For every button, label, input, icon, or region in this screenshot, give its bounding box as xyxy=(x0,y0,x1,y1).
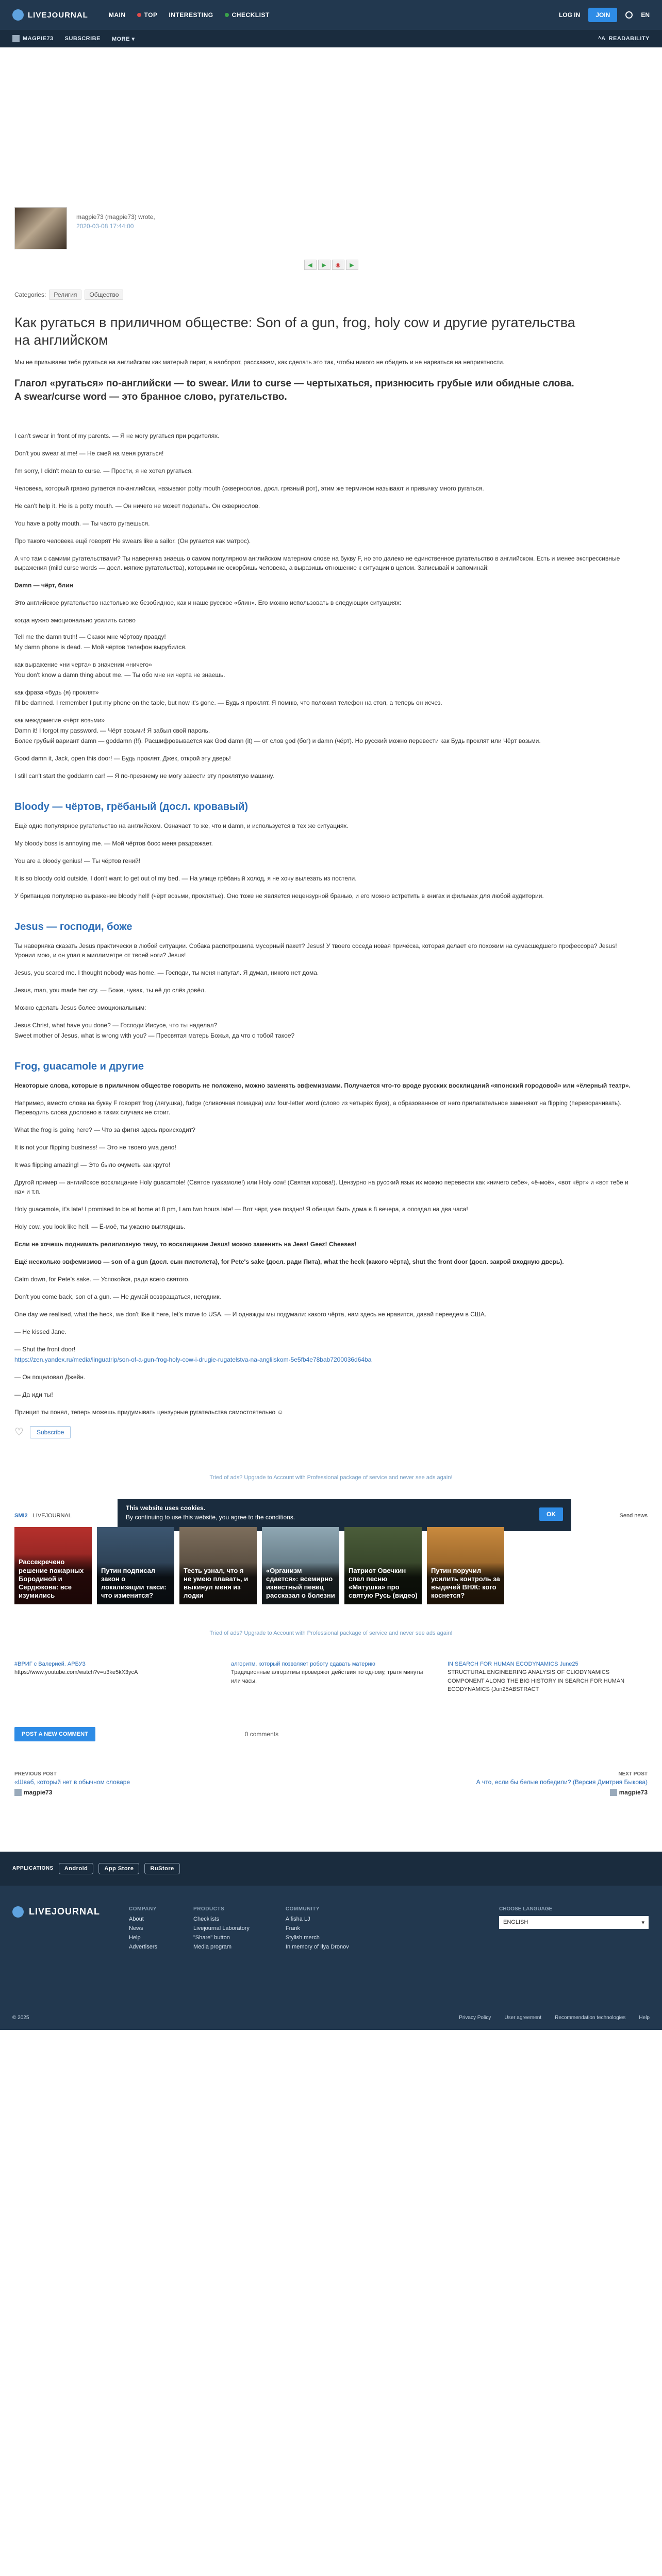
paragraph: Holy guacamole, it's late! I promised to be at home at 8 pm, I am two hours late! — Вот чёрт, уже поздно! Я обещал быть дома в 8 вечера, а опоздал на два часа! xyxy=(14,1205,468,1213)
footer-link[interactable]: Stylish merch xyxy=(285,1934,320,1941)
recommendation-tech-link[interactable]: Recommendation technologies xyxy=(555,2014,626,2021)
paragraph: Sweet mother of Jesus, what is wrong with you? — Пресвятая матерь Божья, да что с тобой такое? xyxy=(14,1031,295,1039)
app-store-badge[interactable]: App Store xyxy=(98,1863,139,1874)
news-tab-smi2[interactable]: SMI2 xyxy=(14,1512,28,1519)
stop-icon[interactable]: ◉ xyxy=(332,260,344,270)
paragraph: What the frog is going here? — Что за фигня здесь происходит? xyxy=(14,1126,195,1133)
journal-subbar xyxy=(0,30,662,47)
news-card[interactable]: Рассекречено решение пожарных Бородиной и Сердюкова: все изумились xyxy=(14,1527,92,1604)
comments-count: 0 comments xyxy=(244,1730,279,1738)
nav-main[interactable]: MAIN xyxy=(108,11,126,19)
paragraph: It is so bloody cold outside, I don't want to get out of my bed. — На улице грёбаный холод, я не хочу вылезать из постели. xyxy=(14,874,357,882)
post-header xyxy=(14,207,648,249)
userpic[interactable] xyxy=(14,207,67,249)
paragraph: — Да иди ты! xyxy=(14,1391,53,1398)
paragraph: Про такого человека ещё говорят He swears like a sailor. (Он ругается как матрос). xyxy=(14,537,251,545)
login-link[interactable]: LOG IN xyxy=(558,11,581,19)
paragraph: как фраза «будь (я) проклят» xyxy=(14,688,99,696)
news-carousel xyxy=(14,1527,648,1604)
paragraph: Если не хочешь поднимать религиозную тему, то восклицание Jesus! можно заменить на Jees! Geez! Cheeses! xyxy=(14,1240,357,1248)
paragraph: It is not your flipping business! — Это не твоего ума дело! xyxy=(14,1143,176,1151)
footer-col-products: PRODUCTS Checklists Livejournal Laboratory "Share" button Media program xyxy=(193,1906,250,1950)
category-tag[interactable]: Общество xyxy=(85,290,123,300)
android-badge[interactable]: Android xyxy=(59,1863,94,1874)
paragraph: Некоторые слова, которые в приличном обществе говорить не положено, можно заменять эвфемизмами. Получается что-то вроде русских восклицаний «японский городовой» или «ёлерный театр». xyxy=(14,1081,631,1089)
text-size-icon: ᴬA xyxy=(598,36,606,42)
post-lead: Мы не призываем тебя ругаться на английском как матерый пират, а наоборот, расскажем, как сделать это так, чтобы никого не обидеть и не нарваться на неприятности. xyxy=(14,358,505,366)
main-nav xyxy=(109,11,270,19)
ads-upgrade-notice[interactable]: Tried of ads? Upgrade to Account with Professional package of service and never see ads again! xyxy=(209,1474,453,1481)
news-card[interactable]: Путин подписал закон о локализации такси: что изменится? xyxy=(97,1527,174,1604)
source-link[interactable]: https://zen.yandex.ru/media/linguatrip/son-of-a-gun-frog-holy-cow-i-drugie-rugatelstva-na-angliiskom-5e5fb4e78bab7200036d64ba xyxy=(14,1355,372,1363)
subscribe-button[interactable]: Subscribe xyxy=(30,1426,71,1438)
paragraph: Jesus, you scared me. I thought nobody was home. — Господи, ты меня напугал. Я думал, никого нет дома. xyxy=(14,969,319,976)
paragraph: Jesus, man, you made her cry. — Боже, чувак, ты её до слёз довёл. xyxy=(14,986,206,994)
top-navigation-bar xyxy=(0,0,662,30)
paragraph: Tell me the damn truth! — Скажи мне чёртову правду! xyxy=(14,633,166,640)
search-icon[interactable] xyxy=(625,11,633,19)
footer-link[interactable]: Media program xyxy=(193,1943,232,1950)
join-button[interactable]: JOIN xyxy=(588,8,617,22)
paragraph: как выражение «ни черта» в значении «ничего» xyxy=(14,660,152,668)
post-date[interactable]: 2020-03-08 17:44:00 xyxy=(76,223,134,230)
ad-space xyxy=(0,47,662,207)
footer-link[interactable]: News xyxy=(129,1925,143,1931)
footer-link[interactable]: In memory of Ilya Dronov xyxy=(285,1943,349,1950)
paragraph: Jesus Christ, what have you done? — Господи Иисусе, что ты наделал? xyxy=(14,1021,218,1029)
nav-checklist[interactable]: CHECKLIST xyxy=(225,11,270,19)
cookie-banner: This website uses cookies. By continuing to use this website, you agree to the conditions. OK xyxy=(118,1499,571,1531)
heart-icon[interactable] xyxy=(14,1428,24,1436)
paragraph: Например, вместо слова на букву F говорят frog (лягушка), fudge (сливочная помадка) или four-letter word (слово из четырёх букв), а образованное от него прилагательное заменяют на flipping (переворачивать). Переводить слова дословно в таких случаях не стоит. xyxy=(14,1099,622,1116)
paragraph: Holy cow, you look like hell. — Ё-моё, ты ужасно выглядишь. xyxy=(14,1223,186,1230)
footer-link[interactable]: Advertisers xyxy=(129,1943,158,1950)
readability-toggle[interactable]: ᴬA READABILITY xyxy=(598,36,650,42)
paragraph: Человека, который грязно ругается по-английски, называют potty mouth (сквернослов, досл. грязный рот), этим же термином называют и привычку много ругаться. xyxy=(14,484,484,492)
promo-row xyxy=(14,1660,648,1694)
footer-col-community: COMMUNITY Alfisha LJ Frank Stylish merch In memory of Ilya Dronov xyxy=(285,1906,349,1950)
paragraph: You don't know a damn thing about me. — Ты обо мне ни черта не знаешь. xyxy=(14,671,225,679)
section-heading: Frog, guacamole и другие xyxy=(14,1060,144,1072)
footer-link[interactable]: Alfisha LJ xyxy=(285,1916,310,1922)
privacy-policy-link[interactable]: Privacy Policy xyxy=(459,2014,491,2021)
nav-interesting[interactable]: INTERESTING xyxy=(169,11,213,19)
footer-link[interactable]: Help xyxy=(129,1934,141,1941)
ads-upgrade-notice[interactable]: Tried of ads? Upgrade to Account with Professional package of service and never see ads again! xyxy=(209,1630,453,1636)
journal-owner[interactable]: MAGPIE73 xyxy=(12,35,54,42)
applications-bar: APPLICATIONS Android App Store RuStore xyxy=(0,1852,662,1886)
paragraph: One day we realised, what the heck, we don't like it here, let's move to USA. — И однажды мы подумали: какого чёрта, нам здесь не нравится, давай переедем в США. xyxy=(14,1310,487,1318)
author-line[interactable]: magpie73 (magpie73) wrote, xyxy=(76,213,155,221)
more-menu[interactable]: MORE ▾ xyxy=(111,36,135,42)
promo-item[interactable]: алгоритм, который позволяет роботу сдавать материю Традиционные алгоритмы проверяют действия по одному, тратя минуты или часы. xyxy=(231,1660,423,1684)
user-icon xyxy=(610,1789,617,1796)
paragraph: Damn it! I forgot my password. — Чёрт возьми! Я забыл свой пароль. xyxy=(14,726,210,734)
chevron-down-icon: ▾ xyxy=(641,1919,644,1926)
paragraph: А что там с самими ругательствами? Ты наверняка знаешь о самом популярном английском матерном слове на букву F, но это далеко не единственное ругательство в английском. Есть и менее экспрессивные выражения (mild curse words — досл. мягкие ругательства), которыми не оскорбишь человека, а выразишь отношение к ситуации в целом. Записывай и запоминай: xyxy=(14,554,620,571)
forward-arrow-icon[interactable]: ▶ xyxy=(346,260,358,270)
footer-logo[interactable]: LIVEJOURNAL xyxy=(12,1906,650,1918)
help-link[interactable]: Help xyxy=(639,2014,650,2021)
post-actions xyxy=(14,1426,648,1438)
previous-post[interactable]: PREVIOUS POST «Шваб, который нет в обычном словаре magpie73 xyxy=(14,1771,130,1796)
copyright: © 2025 xyxy=(12,2014,29,2021)
paragraph: He can't help it. He is a potty mouth. — Он ничего не может поделать. Он сквернослов. xyxy=(14,502,260,510)
section-heading: Bloody — чёртов, грёбаный (досл. кровавый) xyxy=(14,801,249,812)
category-tag[interactable]: Религия xyxy=(49,290,81,300)
user-icon xyxy=(14,1789,22,1796)
news-card[interactable]: Тесть узнал, что я не умею плавать, и выкинул меня из лодки xyxy=(179,1527,257,1604)
paragraph: Calm down, for Pete's sake. — Успокойся, ради всего святого. xyxy=(14,1275,190,1283)
send-news-link[interactable]: Send news xyxy=(619,1512,648,1519)
prev-arrow-icon[interactable]: ◀ xyxy=(304,260,317,270)
promo-item[interactable]: #ВРИГ с Валерией. АРБУЗ https://www.youtube.com/watch?v=u3ke5kX3ycA xyxy=(14,1660,138,1676)
next-arrow-icon[interactable]: ▶ xyxy=(318,260,330,270)
flame-icon xyxy=(137,13,141,17)
paragraph: Don't you swear at me! — Не смей на меня ругаться! xyxy=(14,449,164,457)
language-switch[interactable]: EN xyxy=(641,11,650,19)
paragraph: Ещё одно популярное ругательство на английском. Означает то же, что и damn, и используется в тех же ситуациях. xyxy=(14,822,349,829)
rustore-badge[interactable]: RuStore xyxy=(144,1863,179,1874)
paragraph: как междометие «чёрт возьми» xyxy=(14,716,105,724)
paragraph: You are a bloody genius! — Ты чёртов гений! xyxy=(14,857,141,865)
paragraph: — Shut the front door! xyxy=(14,1345,76,1353)
post-nav-buttons xyxy=(14,260,648,270)
cookie-ok-button[interactable]: OK xyxy=(539,1507,563,1521)
paragraph: Это английское ругательство настолько же безобидное, как и наше русское «блин». Его можно использовать в следующих ситуациях: xyxy=(14,599,402,606)
user-icon xyxy=(12,35,20,42)
next-post[interactable]: NEXT POST А что, если бы белые победили? (Версия Дмитрия Быкова) magpie73 xyxy=(476,1771,648,1796)
livejournal-logo[interactable]: LIVEJOURNAL xyxy=(12,9,88,21)
promo-item[interactable]: IN SEARCH FOR HUMAN ECODYNAMICS June25 STRUCTURAL ENGINEERING ANALYSIS OF CLIODYNAMICS COMPONENT ALONG THE BIG HISTORY IN SEARCH FOR HUMAN ECODYNAMICS (Jun25ABSTRACT xyxy=(448,1660,625,1693)
footer-link[interactable]: About xyxy=(129,1916,144,1922)
subscribe-link[interactable]: SUBSCRIBE xyxy=(64,36,101,42)
nav-top[interactable]: TOP xyxy=(137,11,158,19)
footer-link[interactable]: Frank xyxy=(285,1925,301,1931)
news-card[interactable]: Путин поручил усилить контроль за выдачей ВНЖ: кого коснется? xyxy=(427,1527,504,1604)
paragraph: I'm sorry, I didn't mean to curse. — Прости, я не хотел ругаться. xyxy=(14,467,193,474)
paragraph: Ты наверняка сказать Jesus практически в любой ситуации. Собака распотрошила мусорный пакет? Jesus! У твоего соседа новая причёска, которая делает его похожим на сумасшедшего профессора? Jesus! Уронил мою, и он упал в миллиметре от твоей ноги? Jesus! xyxy=(14,942,617,959)
paragraph: — He kissed Jane. xyxy=(14,1328,67,1335)
paragraph: Более грубый вариант damn — goddamn (!!). Расшифровывается как God damn (it) — от слов god (бог) и damn (чёрт). Но русский можно перевести как Будь проклят или Чёрт возьми. xyxy=(14,737,541,744)
footer-link[interactable]: Livejournal Laboratory xyxy=(193,1925,250,1931)
news-tab-livejournal[interactable]: LIVEJOURNAL xyxy=(32,1512,72,1519)
post-comment-button[interactable]: POST A NEW COMMENT xyxy=(14,1727,95,1741)
news-card[interactable]: «Организм сдается»: всемирно известный певец рассказал о болезни xyxy=(262,1527,339,1604)
paragraph: Другой пример — английское восклицание Holy guacamole! (Святое гуакамоле!) или Holy cow! (Святая корова!). Цензурно на русский язык их можно перевести как «ничего себе», «ё-моё», «вот чёрт» и «вот тебе и на» и т.п. xyxy=(14,1178,628,1195)
language-select[interactable]: ENGLISH ▾ xyxy=(499,1916,649,1929)
paragraph: My damn phone is dead. — Мой чёртов телефон вырубился. xyxy=(14,643,187,651)
post-intro: Глагол «ругаться» по-английски — to swear. Или to curse — чертыхаться, признюсить грубые или обидные слова. A swear/curse word — это бранное слово, ругательство. xyxy=(14,378,574,403)
paragraph: Ещё несколько эвфемизмов — son of a gun (досл. сын пистолета), for Pete's sake (досл. ради Пита), what the heck (какого чёрта), shut the front door (досл. закрой входную дверь). xyxy=(14,1258,564,1265)
paragraph: — Он поцеловал Джейн. xyxy=(14,1373,86,1381)
footer-link[interactable]: "Share" button xyxy=(193,1934,230,1941)
news-card[interactable]: Патриот Овечкин спел песню «Матушка» про святую Русь (видео) xyxy=(344,1527,422,1604)
paragraph: Don't you come back, son of a gun. — Не думай возвращаться, негодник. xyxy=(14,1293,221,1300)
paragraph: Можно сделать Jesus более эмоциональным: xyxy=(14,1004,146,1011)
paragraph: У британцев популярно выражение bloody hell! (чёрт возьми, проклятье). Оно тоже не является нецензурной бранью, и его можно встретить в книгах и фильмах для любой аудитории. xyxy=(14,892,544,900)
language-chooser: CHOOSE LANGUAGE ENGLISH ▾ xyxy=(499,1906,649,1929)
paragraph: I still can't start the goddamn car! — Я по-прежнему не могу завести эту проклятую машину. xyxy=(14,772,274,779)
footer-link[interactable]: Checklists xyxy=(193,1916,220,1922)
paragraph: Принцип ты понял, теперь можешь придумывать цензурные ругательства самостоятельно ☺ xyxy=(14,1408,284,1416)
paragraph: I can't swear in front of my parents. — Я не могу ругаться при родителях. xyxy=(14,432,220,439)
paragraph: You have a potty mouth. — Ты часто ругаешься. xyxy=(14,519,150,527)
footer-col-company: COMPANY About News Help Advertisers xyxy=(129,1906,158,1950)
post-title: Как ругаться в приличном обществе: Son of a gun, frog, holy cow и другие ругательства на английском xyxy=(14,315,575,348)
paragraph: когда нужно эмоционально усилить слово xyxy=(14,616,136,624)
check-icon xyxy=(225,13,229,17)
categories: Categories: Религия Общество xyxy=(14,290,648,300)
prev-next-posts xyxy=(14,1771,648,1796)
pencil-icon xyxy=(12,9,24,21)
paragraph: Damn — чёрт, блин xyxy=(14,581,73,589)
paragraph: Good damn it, Jack, open this door! — Будь проклят, Джек, открой эту дверь! xyxy=(14,754,231,762)
section-heading: Jesus — господи, боже xyxy=(14,921,133,933)
paragraph: It was flipping amazing! — Это было очуметь как круто! xyxy=(14,1161,171,1168)
paragraph: My bloody boss is annoying me. — Мой чёртов босс меня раздражает. xyxy=(14,839,213,847)
paragraph: I'll be damned. I remember I put my phone on the table, but now it's gone. — Будь я проклят. Я помню, что положил телефон на стол, а теперь он исчез. xyxy=(14,699,442,706)
user-agreement-link[interactable]: User agreement xyxy=(504,2014,542,2021)
footer xyxy=(0,1886,662,2030)
pencil-icon xyxy=(12,1906,24,1918)
